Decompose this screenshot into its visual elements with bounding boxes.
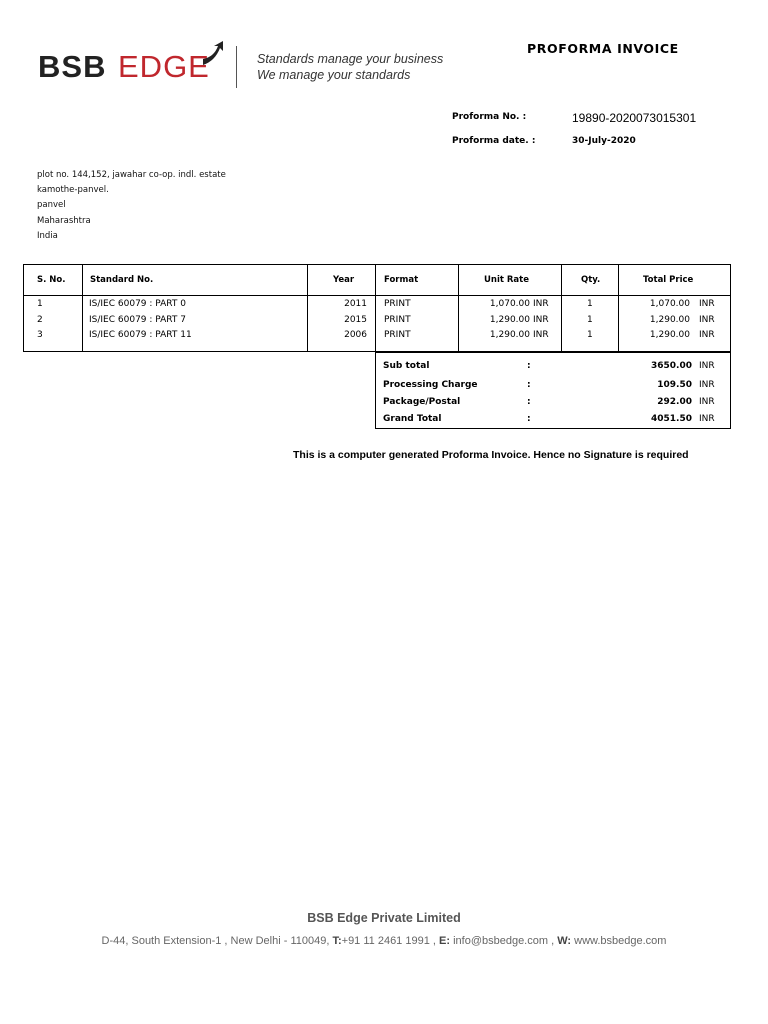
grand-total-currency: INR [699, 414, 715, 424]
cell-qty: 1 [587, 299, 593, 309]
proforma-no-label: Proforma No. : [452, 112, 527, 122]
footer-contact-line [0, 935, 768, 947]
package-postal-value: 292.00 [657, 397, 692, 407]
grand-total-value: 4051.50 [651, 414, 692, 424]
document-title: PROFORMA INVOICE [527, 41, 679, 56]
cell-total-currency: INR [699, 299, 715, 309]
tagline [257, 51, 443, 83]
cell-standard: IS/IEC 60079 : PART 7 [89, 315, 186, 325]
cell-year: 2011 [344, 299, 367, 309]
processing-charge-colon: : [527, 380, 531, 390]
cell-sno: 1 [37, 299, 43, 309]
address-line: panvel [37, 200, 66, 211]
footer-web: www.bsbedge.com [574, 935, 667, 947]
cell-standard: IS/IEC 60079 : PART 0 [89, 299, 186, 309]
logo-edge-text: EDGE [118, 49, 210, 84]
processing-charge-label: Processing Charge [383, 380, 478, 390]
proforma-date-value: 30-July-2020 [572, 136, 636, 146]
cell-format: PRINT [384, 299, 411, 309]
grand-total-label: Grand Total [383, 414, 442, 424]
proforma-no-value: 19890-2020073015301 [572, 111, 697, 125]
footer-email-label: E: [439, 935, 451, 947]
header-sno: S. No. [37, 275, 66, 285]
logo-divider [236, 46, 237, 88]
package-postal-label: Package/Postal [383, 397, 461, 407]
footer-company-name: BSB Edge Private Limited [307, 911, 461, 925]
subtotal-label: Sub total [383, 361, 430, 371]
cell-total: 1,290.00 [649, 315, 690, 325]
cell-total-currency: INR [699, 315, 715, 325]
processing-charge-currency: INR [699, 380, 715, 390]
cell-sno: 3 [37, 330, 43, 340]
tagline-line-1: Standards manage your business [257, 52, 444, 66]
logo-bsb-text: BSB [38, 49, 107, 84]
cell-unit-currency: INR [533, 299, 549, 309]
address-line: kamothe-panvel. [37, 185, 109, 196]
header-total-price: Total Price [643, 275, 694, 285]
package-postal-currency: INR [699, 397, 715, 407]
column-divider [375, 264, 376, 352]
processing-charge-value: 109.50 [657, 380, 692, 390]
cell-unit-currency: INR [533, 330, 549, 340]
tagline-line-2: We manage your standards [257, 68, 411, 82]
proforma-date-label: Proforma date. : [452, 136, 536, 146]
address-line: plot no. 144,152, jawahar co-op. indl. estate [37, 170, 226, 180]
cell-year: 2015 [344, 315, 367, 325]
address-line: Maharashtra [37, 215, 91, 226]
subtotal-colon: : [527, 361, 531, 371]
subtotal-currency: INR [699, 361, 715, 371]
header-year: Year [333, 275, 355, 285]
cell-unit-currency: INR [533, 315, 549, 325]
cell-total: 1,290.00 [649, 330, 690, 340]
address-line: India [37, 230, 58, 241]
header-standard-no: Standard No. [90, 275, 154, 285]
subtotal-value: 3650.00 [651, 361, 692, 371]
computer-generated-note: This is a computer generated Proforma Invoice. Hence no Signature is required [293, 449, 689, 461]
header-format: Format [384, 275, 419, 285]
billing-address [37, 168, 226, 244]
cell-unit-rate: 1,070.00 [489, 299, 530, 309]
cell-total: 1,070.00 [649, 299, 690, 309]
column-divider [458, 264, 459, 352]
grand-total-colon: : [527, 414, 531, 424]
footer-web-label: W: [557, 935, 572, 947]
cell-qty: 1 [587, 315, 593, 325]
header-qty: Qty. [581, 275, 601, 285]
column-divider [618, 264, 619, 352]
cell-total-currency: INR [699, 330, 715, 340]
footer-email: info@bsbedge.com , [453, 935, 555, 947]
cell-year: 2006 [344, 330, 367, 340]
cell-sno: 2 [37, 315, 43, 325]
footer-tel-label: T: [332, 935, 342, 947]
footer-address: D-44, South Extension-1 , New Delhi - 110049, [101, 935, 330, 947]
column-divider [307, 264, 308, 352]
header-unit-rate: Unit Rate [484, 275, 529, 285]
cell-standard: IS/IEC 60079 : PART 11 [89, 330, 192, 340]
cell-qty: 1 [587, 330, 593, 340]
cell-unit-rate: 1,290.00 [489, 330, 530, 340]
cell-format: PRINT [384, 330, 411, 340]
cell-format: PRINT [384, 315, 411, 325]
package-postal-colon: : [527, 397, 531, 407]
logo-arrow-icon [200, 40, 226, 66]
cell-unit-rate: 1,290.00 [489, 315, 530, 325]
column-divider [561, 264, 562, 352]
table-header-divider [23, 295, 731, 296]
footer-tel: +91 11 2461 1991 , [341, 935, 436, 947]
column-divider [82, 264, 83, 352]
